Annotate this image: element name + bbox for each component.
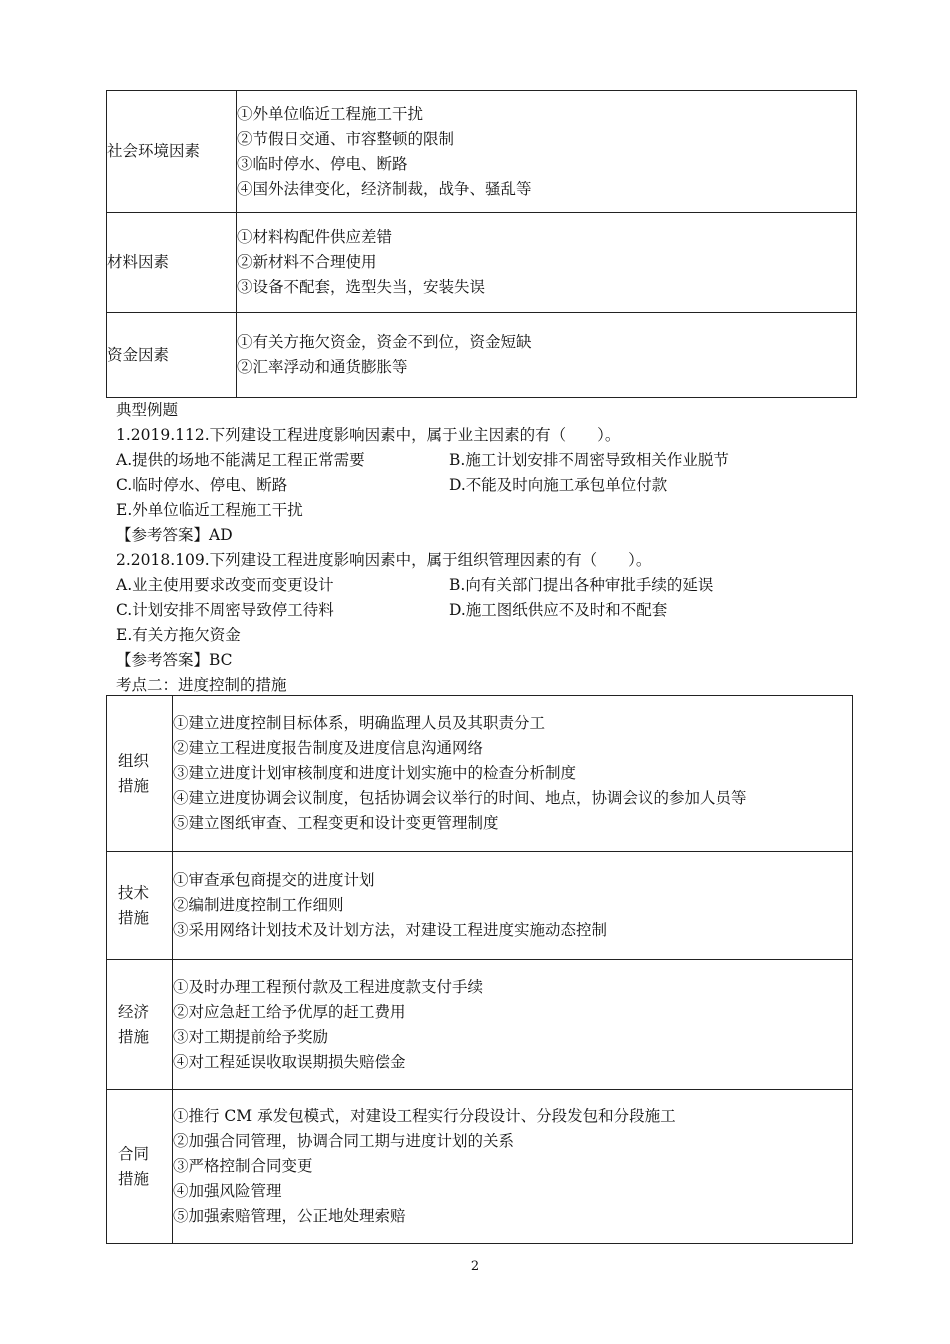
row-content — [173, 696, 853, 852]
option-b: B.施工计划安排不周密导致相关作业脱节 — [449, 451, 729, 469]
list-item: ①推行 CM 承发包模式，对建设工程实行分段设计、分段发包和分段施工 — [173, 1107, 676, 1125]
table-row — [107, 696, 853, 852]
list-item: ①有关方拖欠资金，资金不到位，资金短缺 — [237, 333, 532, 351]
table-row — [107, 213, 857, 313]
option-row — [116, 473, 668, 498]
list-item: ④加强风险管理 — [173, 1182, 282, 1200]
answer-text: 【参考答案】AD — [116, 526, 233, 544]
table-row — [107, 313, 857, 398]
list-item: ②汇率浮动和通货膨胀等 — [237, 358, 408, 376]
page-number: 2 — [470, 1259, 480, 1274]
option-d: D.施工图纸供应不及时和不配套 — [449, 601, 668, 619]
list-item: ①外单位临近工程施工干扰 — [237, 104, 424, 123]
row-label — [107, 696, 173, 852]
list-item: ③建立进度计划审核制度和进度计划实施中的检查分析制度 — [173, 764, 577, 782]
list-item: ②对应急赶工给予优厚的赶工费用 — [173, 1002, 406, 1021]
list-item: ④国外法律变化，经济制裁，战争、骚乱等 — [237, 179, 532, 198]
list-item: ③设备不配套，选型失当，安装失误 — [237, 278, 486, 296]
list-item: ②编制进度控制工作细则 — [173, 896, 344, 914]
row-label — [107, 960, 173, 1090]
example-questions — [116, 398, 729, 698]
option-e: E.有关方拖欠资金 — [116, 626, 241, 644]
list-item: ②节假日交通、市容整顿的限制 — [237, 129, 455, 148]
list-item: ⑤建立图纸审查、工程变更和设计变更管理制度 — [173, 814, 499, 832]
option-b: B.向有关部门提出各种审批手续的延误 — [449, 576, 714, 594]
list-item: ①审查承包商提交的进度计划 — [173, 871, 375, 889]
row-content — [237, 91, 857, 213]
row-content — [173, 852, 853, 960]
option-row — [116, 598, 668, 623]
section-heading: 典型例题 — [116, 401, 179, 419]
list-item: ②新材料不合理使用 — [237, 253, 377, 271]
row-content — [237, 213, 857, 313]
label-line: 措施 — [118, 1027, 150, 1046]
row-label: 资金因素 — [107, 313, 237, 398]
list-item: ③严格控制合同变更 — [173, 1157, 313, 1175]
list-item: ②建立工程进度报告制度及进度信息沟通网络 — [173, 739, 484, 757]
option-row — [116, 573, 714, 598]
option-c: C.计划安排不周密导致停工待料 — [116, 601, 334, 619]
list-item: ①及时办理工程预付款及工程进度款支付手续 — [173, 977, 484, 996]
list-item: ③临时停水、停电、断路 — [237, 154, 408, 173]
question-text: 2.2018.109.下列建设工程进度影响因素中，属于组织管理因素的有（ ）。 — [116, 551, 652, 569]
table-row — [107, 960, 853, 1090]
row-label: 材料因素 — [107, 213, 237, 313]
label-line: 技术 — [118, 883, 150, 902]
list-item: ③采用网络计划技术及计划方法，对建设工程进度实施动态控制 — [173, 921, 608, 939]
option-c: C.临时停水、停电、断路 — [116, 476, 288, 494]
row-content — [173, 1090, 853, 1244]
label-line: 组织 — [118, 751, 150, 770]
option-d: D.不能及时向施工承包单位付款 — [449, 476, 668, 494]
row-label: 社会环境因素 — [107, 91, 237, 213]
label-line: 合同 — [118, 1144, 150, 1163]
option-row — [116, 448, 729, 473]
list-item: ④建立进度协调会议制度，包括协调会议举行的时间、地点，协调会议的参加人员等 — [173, 789, 747, 807]
control-measures-table — [106, 695, 853, 1244]
section-heading: 考点二：进度控制的措施 — [116, 676, 287, 694]
question-text: 1.2019.112.下列建设工程进度影响因素中，属于业主因素的有（ ）。 — [116, 426, 621, 444]
answer-text: 【参考答案】BC — [116, 651, 233, 669]
option-a: A.业主使用要求改变而变更设计 — [116, 576, 334, 594]
label-line: 措施 — [118, 776, 150, 795]
label-line: 措施 — [118, 908, 150, 927]
row-label — [107, 852, 173, 960]
list-item: ①材料构配件供应差错 — [237, 228, 393, 246]
label-line: 经济 — [118, 1002, 150, 1021]
delay-factors-table — [106, 90, 857, 398]
row-label — [107, 1090, 173, 1244]
list-item: ⑤加强索赔管理，公正地处理索赔 — [173, 1207, 406, 1225]
row-content — [237, 313, 857, 398]
row-content — [173, 960, 853, 1090]
list-item: ①建立进度控制目标体系，明确监理人员及其职责分工 — [173, 714, 546, 732]
table-row — [107, 91, 857, 213]
option-a: A.提供的场地不能满足工程正常需要 — [116, 451, 365, 469]
label-line: 措施 — [118, 1169, 150, 1188]
list-item: ②加强合同管理，协调合同工期与进度计划的关系 — [173, 1132, 515, 1150]
list-item: ③对工期提前给予奖励 — [173, 1027, 329, 1046]
table-row — [107, 852, 853, 960]
option-e: E.外单位临近工程施工干扰 — [116, 501, 303, 519]
list-item: ④对工程延误收取误期损失赔偿金 — [173, 1052, 406, 1071]
table-row — [107, 1090, 853, 1244]
